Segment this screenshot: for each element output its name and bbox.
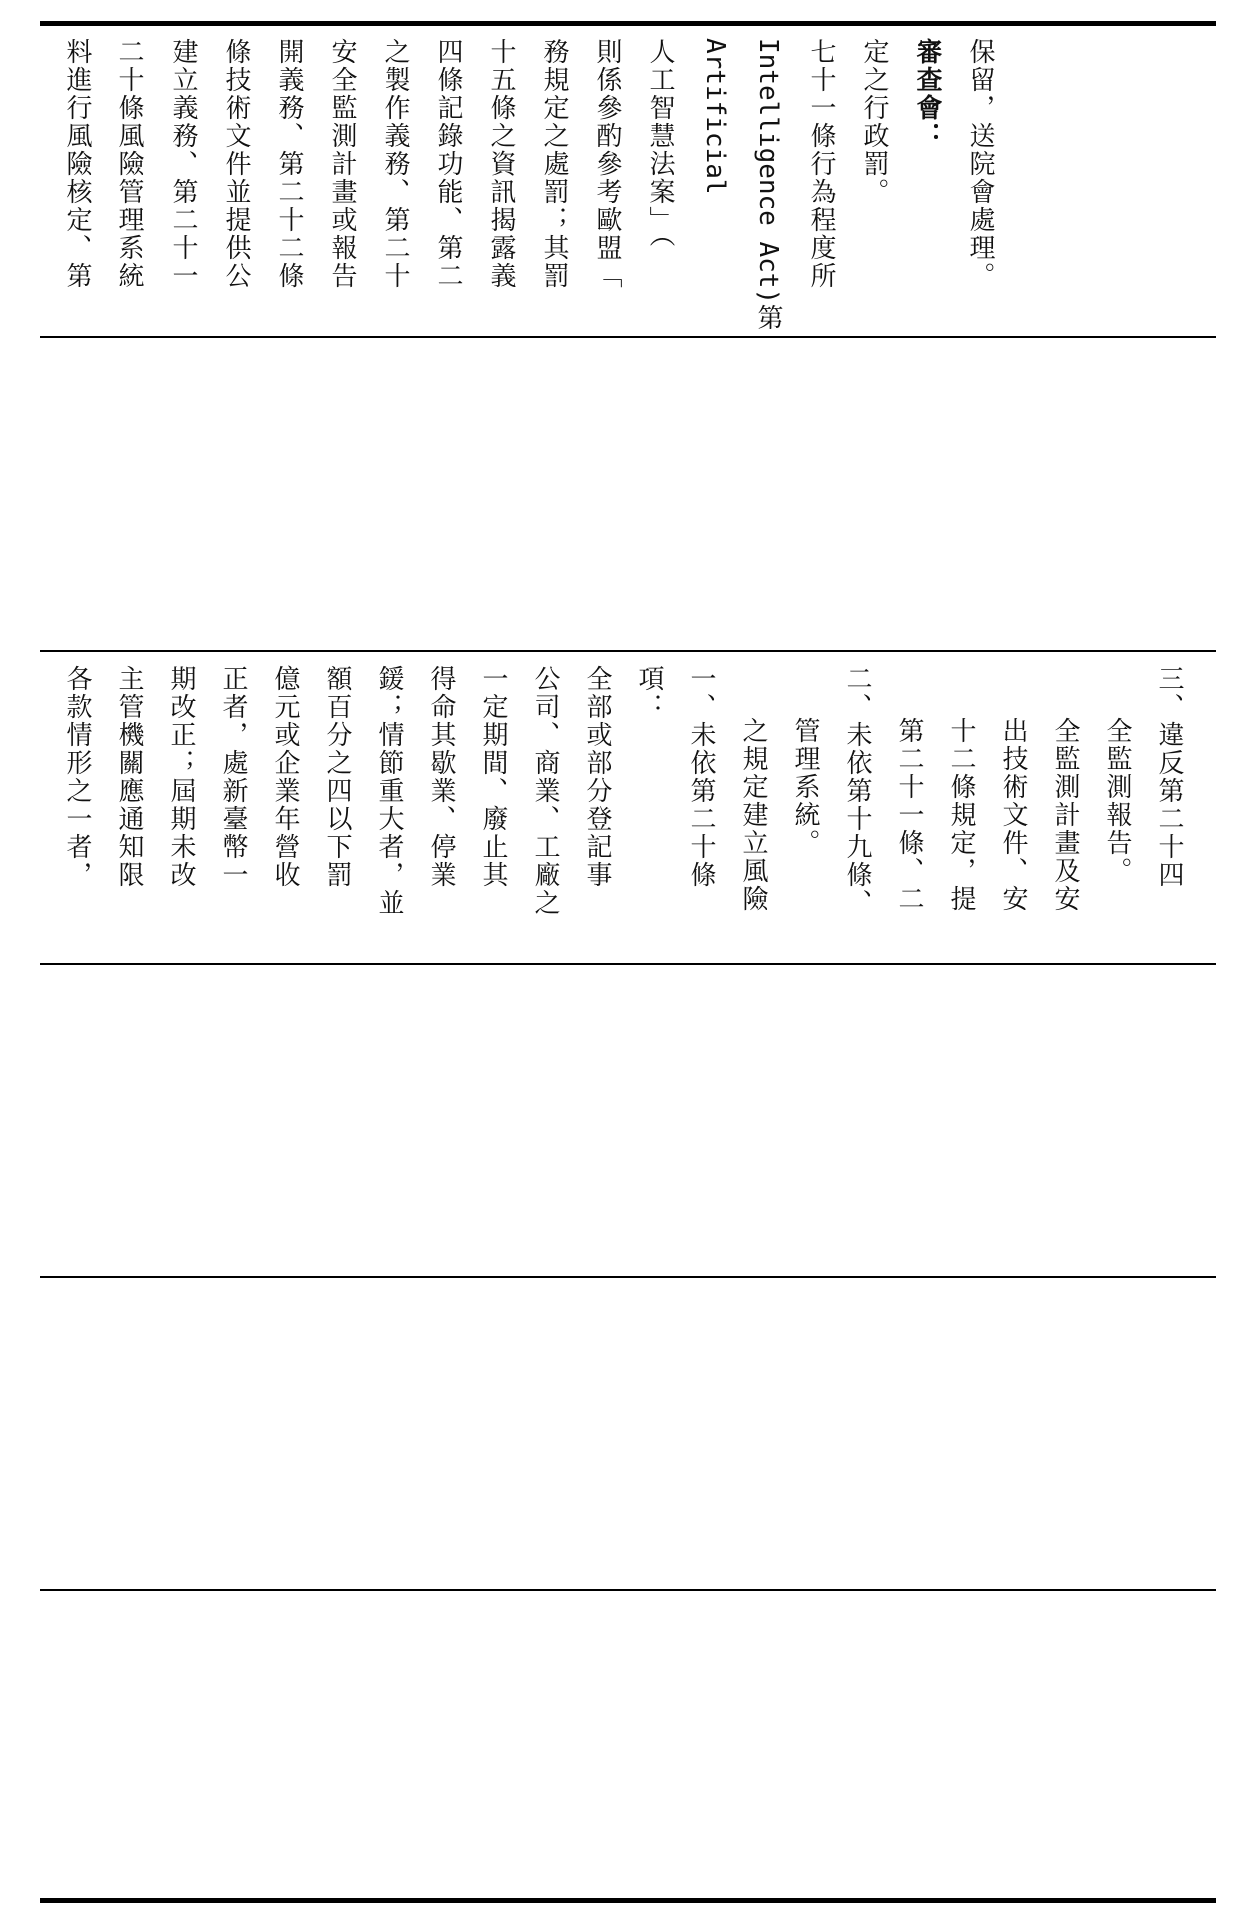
text-column: 七十一條行為程度所: [806, 38, 836, 290]
text-column: 億元或企業年營收: [270, 665, 300, 889]
text-column: 建立義務、第二十一: [168, 38, 198, 290]
text-column: 人工智慧法案」（: [645, 38, 675, 249]
text-column: 四條記錄功能、第二: [433, 38, 463, 290]
list-item-1-continued: 管理系統。: [790, 717, 820, 857]
list-item-1-continued: 之規定建立風險: [738, 717, 768, 913]
text-column: 額百分之四以下罰: [322, 665, 352, 889]
review-committee-heading: 審查會：: [912, 38, 942, 150]
text-column: 條技術文件並提供公: [221, 38, 251, 290]
top-rule: [40, 21, 1216, 26]
text-column: 開義務、第二十二條: [274, 38, 304, 290]
text-column: 期改正；屆期未改: [166, 665, 196, 889]
row-divider-2: [40, 650, 1216, 652]
list-item-2-continued: 全監測報告。: [1102, 717, 1132, 885]
text-column: 一定期間、廢止其: [478, 665, 508, 889]
review-committee-decision: 保留，送院會處理。: [965, 38, 995, 290]
row-divider-3: [40, 963, 1216, 965]
text-column: 正者，處新臺幣一: [218, 665, 248, 889]
text-column: 之製作義務、第二十: [380, 38, 410, 290]
text-column: 全部或部分登記事: [582, 665, 612, 889]
text-column: 二十條風險管理系統: [114, 38, 144, 290]
text-column: 安全監測計畫或報告: [327, 38, 357, 290]
list-item-2-continued: 出技術文件、安: [998, 717, 1028, 913]
text-column: 則係參酌參考歐盟「: [592, 38, 622, 290]
text-column: 得命其歇業、停業: [426, 665, 456, 889]
text-column: 公司、商業、工廠之: [530, 665, 560, 917]
text-column: Intelligence Act)第: [753, 38, 783, 331]
list-item-3: 三、違反第二十四: [1154, 665, 1184, 889]
text-column: 十五條之資訊揭露義: [486, 38, 516, 290]
bottom-rule: [40, 1898, 1216, 1903]
row-divider-1: [40, 336, 1216, 338]
text-column: 務規定之處罰；其罰: [539, 38, 569, 290]
row-divider-4: [40, 1276, 1216, 1278]
text-column: 項：: [634, 665, 664, 721]
list-item-2-continued: 全監測計畫及安: [1050, 717, 1080, 913]
text-column: 主管機關應通知限: [114, 665, 144, 889]
list-item-2-continued: 第二十一條、二: [894, 717, 924, 913]
text-column: 鍰；情節重大者，並: [374, 665, 404, 917]
text-column: 料進行風險核定、第: [62, 38, 92, 290]
list-item-2: 二、未依第十九條、: [842, 665, 872, 917]
text-column: 各款情形之一者，: [62, 665, 92, 889]
list-item-2-continued: 十二條規定，提: [946, 717, 976, 913]
text-column: 定之行政罰。: [859, 38, 889, 206]
row-divider-5: [40, 1589, 1216, 1591]
text-column: Artificial: [700, 38, 730, 195]
list-item-1: 一、未依第二十條: [686, 665, 716, 889]
